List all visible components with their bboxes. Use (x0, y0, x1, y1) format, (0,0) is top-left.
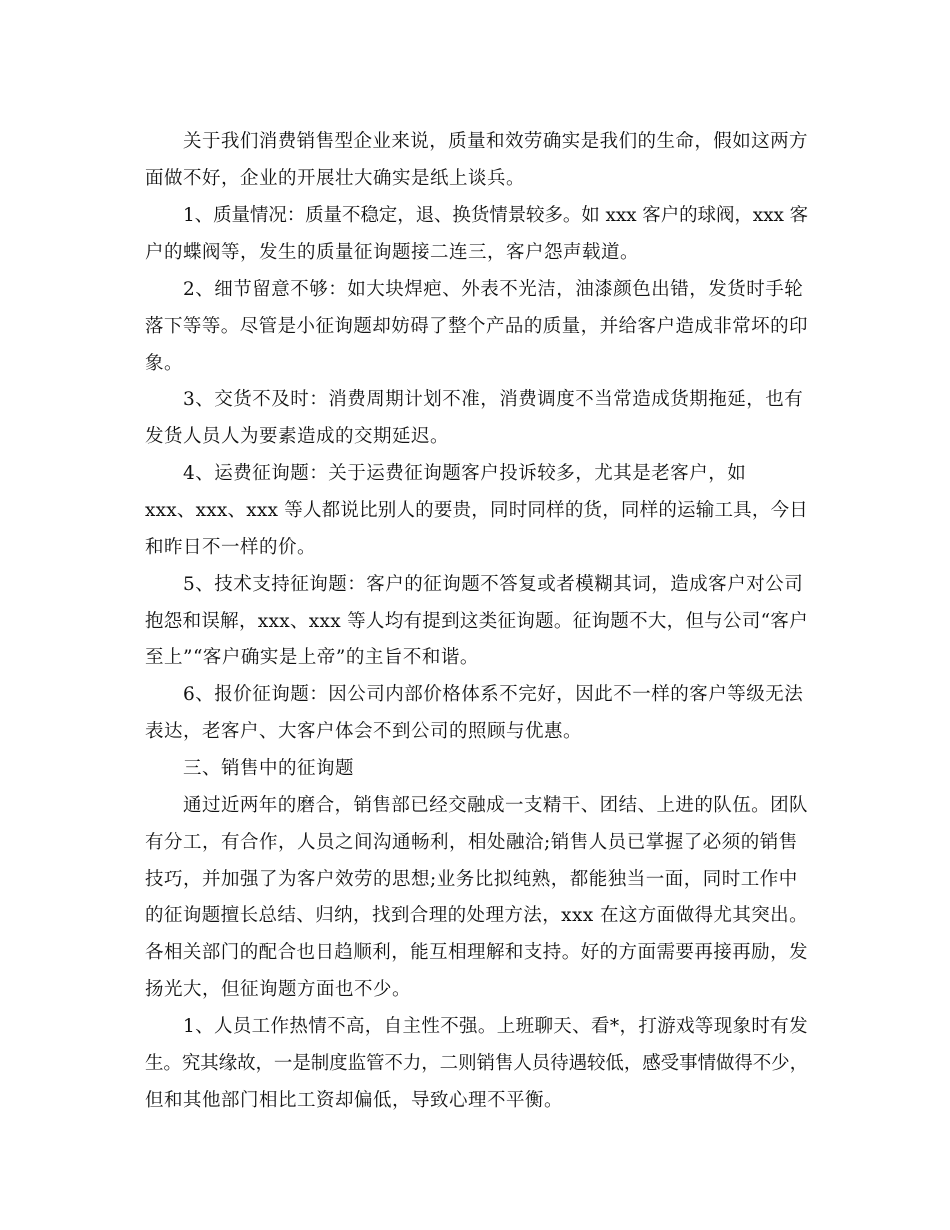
text-line: 至上”“客户确实是上帝”的主旨不和谐。 (145, 647, 479, 668)
text-line: 1、人员工作热情不高，自主性不强。上班聊天、看*，打游戏等现象时有发 (183, 1016, 808, 1037)
section-heading: 三、销售中的征询题 (183, 758, 355, 779)
text-line: 2、细节留意不够：如大块焊疤、外表不光洁，油漆颜色出错，发货时手轮 (183, 279, 804, 300)
text-line: 各相关部门的配合也日趋顺利，能互相理解和支持。好的方面需要再接再励，发 (145, 942, 808, 963)
text-line: 的征询题擅长总结、归纳，找到合理的处理方法，xxx 在这方面做得尤其突出。 (145, 905, 808, 926)
text-line: 生。究其缘故，一是制度监管不力，二则销售人员待遇较低，感受事情做得不少， (145, 1053, 808, 1074)
text-line: 通过近两年的磨合，销售部已经交融成一支精干、团结、上进的队伍。团队 (183, 795, 808, 816)
text-line: 面做不好，企业的开展壮大确实是纸上谈兵。 (145, 168, 526, 189)
text-line: xxx、xxx、xxx 等人都说比别人的要贵，同时同样的货，同样的运输工具，今日 (145, 500, 808, 521)
text-line: 扬光大，但征询题方面也不少。 (145, 979, 412, 1000)
text-line: 5、技术支持征询题：客户的征询题不答复或者模糊其词，造成客户对公司 (183, 574, 804, 595)
text-line: 落下等等。尽管是小征询题却妨碍了整个产品的质量，并给客户造成非常坏的印 (145, 316, 808, 337)
text-line: 象。 (145, 353, 184, 374)
text-line: 户的蝶阀等，发生的质量征询题接二连三，客户怨声载道。 (145, 242, 640, 263)
text-line: 和昨日不一样的价。 (145, 537, 317, 558)
text-line: 有分工，有合作，人员之间沟通畅利，相处融洽;销售人员已掌握了必须的销售 (145, 832, 798, 853)
text-line: 3、交货不及时：消费周期计划不准，消费调度不当常造成货期拖延，也有 (183, 389, 804, 410)
text-line: 发货人员人为要素造成的交期延迟。 (145, 426, 450, 447)
text-line: 但和其他部门相比工资却偏低，导致心理不平衡。 (145, 1090, 564, 1111)
text-line: 关于我们消费销售型企业来说，质量和效劳确实是我们的生命，假如这两方 (183, 131, 808, 152)
text-line: 技巧，并加强了为客户效劳的思想;业务比拟纯熟，都能独当一面，同时工作中 (145, 869, 798, 890)
text-line: 1、质量情况：质量不稳定，退、换货情景较多。如 xxx 客户的球阀，xxx 客 (183, 205, 808, 226)
text-line: 4、运费征询题：关于运费征询题客户投诉较多，尤其是老客户，如 (183, 463, 747, 484)
text-line: 6、报价征询题：因公司内部价格体系不完好，因此不一样的客户等级无法 (183, 684, 804, 705)
text-line: 表达，老客户、大客户体会不到公司的照顾与优惠。 (145, 721, 583, 742)
text-line: 抱怨和误解，xxx、xxx 等人均有提到这类征询题。征询题不大，但与公司“客户 (145, 611, 808, 632)
